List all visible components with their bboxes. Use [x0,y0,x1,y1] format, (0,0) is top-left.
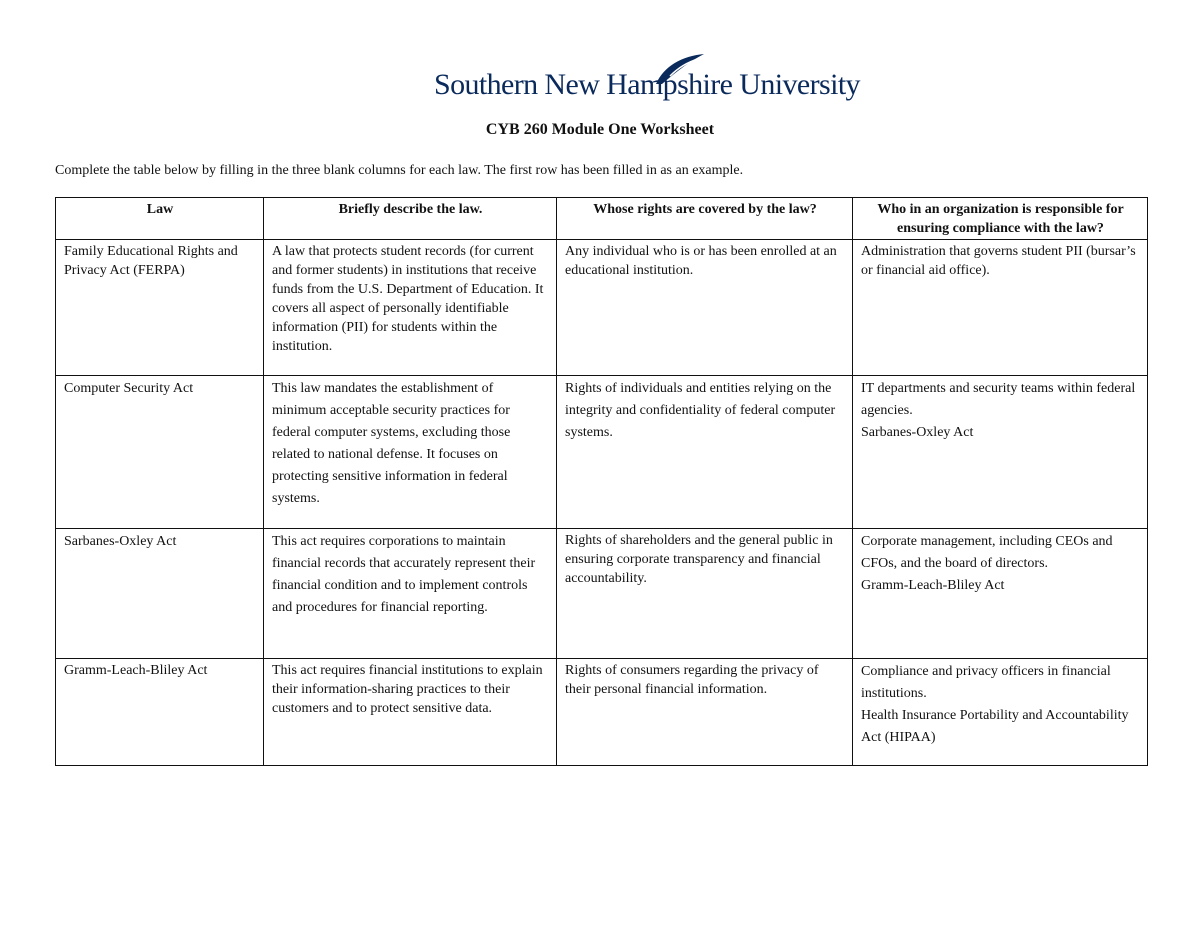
leaf-icon [648,52,708,86]
responsible-line: IT departments and security teams within federal agencies. [861,381,1136,418]
table-header-row [56,198,1148,240]
university-logo [434,52,860,108]
responsible-line: Gramm-Leach-Bliley Act [861,578,1005,593]
responsible-line: Administration that governs student PII (bursar’s or financial aid office). [861,244,1136,278]
column-header-rights: Whose rights are covered by the law? [557,198,853,240]
table-row [56,529,1148,659]
responsible-line: Corporate management, including CEOs and CFOs, and the board of directors. [861,534,1113,571]
rights-cell: Rights of consumers regarding the privacy of their personal financial information. [557,659,853,766]
responsible-line: Compliance and privacy officers in financial institutions. [861,664,1111,701]
responsible-cell [853,376,1148,529]
description-cell: This law mandates the establishment of minimum acceptable security practices for federal computer systems, excluding those related to national defense. It focuses on protecting sensitive information in federal systems. [264,376,557,529]
responsible-line: Sarbanes-Oxley Act [861,425,974,440]
table-row [56,240,1148,376]
laws-table [55,197,1148,766]
law-cell: Computer Security Act [56,376,264,529]
law-cell: Sarbanes-Oxley Act [56,529,264,659]
instructions-text: Complete the table below by filling in the three blank columns for each law. The first row has been filled in as an example. [55,163,744,178]
table-row [56,659,1148,766]
responsible-cell [853,659,1148,766]
page-title: CYB 260 Module One Worksheet [485,121,715,138]
description-cell: A law that protects student records (for current and former students) in institutions that receive funds from the U.S. Department of Education. It covers all aspect of personally identifiable information (PII) for students within the institution. [264,240,557,376]
responsible-line: Health Insurance Portability and Accountability Act (HIPAA) [861,708,1129,745]
description-cell: This act requires financial institutions to explain their information-sharing practices to their customers and to protect sensitive data. [264,659,557,766]
column-header-responsible: Who in an organization is responsible for ensuring compliance with the law? [853,198,1148,240]
logo-text: Southern New Hampshire University [434,68,860,101]
rights-cell: Rights of shareholders and the general public in ensuring corporate transparency and financial accountability. [557,529,853,659]
table-row [56,376,1148,529]
column-header-law: Law [56,198,264,240]
law-cell: Gramm-Leach-Bliley Act [56,659,264,766]
responsible-cell [853,240,1148,376]
column-header-description: Briefly describe the law. [264,198,557,240]
description-cell: This act requires corporations to maintain financial records that accurately represent their financial condition and to implement controls and procedures for financial reporting. [264,529,557,659]
law-cell: Family Educational Rights and Privacy Act (FERPA) [56,240,264,376]
rights-cell: Rights of individuals and entities relying on the integrity and confidentiality of federal computer systems. [557,376,853,529]
responsible-cell [853,529,1148,659]
rights-cell: Any individual who is or has been enrolled at an educational institution. [557,240,853,376]
